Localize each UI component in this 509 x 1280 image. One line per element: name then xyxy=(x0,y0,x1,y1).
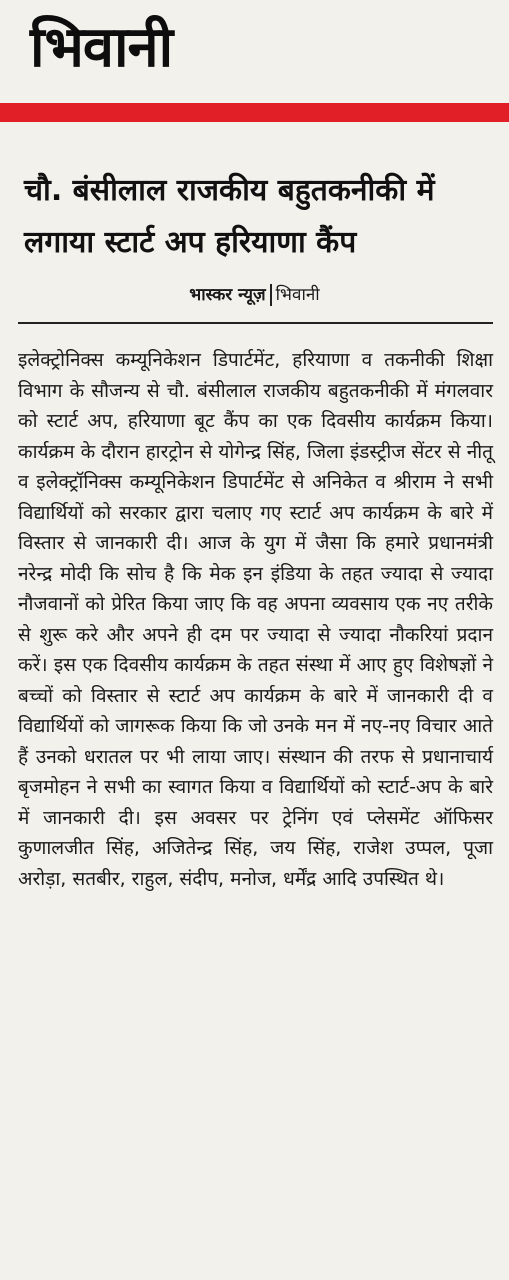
byline-city: भिवानी xyxy=(275,285,320,305)
article-body: इलेक्ट्रोनिक्स कम्यूनिकेशन डिपार्टमेंट, हरियाणा व तकनीकी शिक्षा विभाग के सौजन्य से चौ. बंसीलाल राजकीय बहुतकनीकी में मंगलवार को स्टार्ट अप, हरियाणा बूट कैंप का एक दिवसीय कार्यक्रम किया। कार्यक्रम के दौरान हारट्रोन से योगेन्द्र सिंह, जिला इंडस्ट्रीज सेंटर से नीतू व इलेक्ट्रॉनिक्स कम्यूनिकेशन डिपार्टमेंट से अनिकेत व श्रीराम ने सभी विद्यार्थियों को सरकार द्वारा चलाए गए स्टार्ट अप कार्यक्रम के बारे में विस्तार से जानकारी दी। आज के युग में जैसा कि हमारे प्रधानमंत्री नरेन्द्र मोदी कि सोच है कि मेक इन इंडिया के तहत ज्यादा से ज्यादा नौजवानों को प्रेरित किया जाए कि वह अपना व्यवसाय एक नए तरीके से शुरू करे और अपने ही दम पर ज्यादा से ज्यादा नौकरियां प्रदान करें। इस एक दिवसीय कार्यक्रम के तहत संस्था में आए हुए विशेषज्ञों ने बच्चों को विस्तार से स्टार्ट अप कार्यक्रम के बारे में जानकारी दी व विद्यार्थियों को जागरूक किया कि जो उनके मन में नए-नए विचार आते हैं उनको धरातल पर भी लाया जाए। संस्थान की तरफ से प्रधानाचार्य बृजमोहन ने सभी का स्वागत किया व विद्यार्थियों को स्टार्ट-अप के बारे में जानकारी दी। इस अवसर पर ट्रेनिंग एवं प्लेसमेंट ऑफिसर कुणालजीत सिंह, अजितेन्द्र सिंह, जय सिंह, राजेश उप्पल, पूजा अरोड़ा, सतबीर, राहुल, संदीप, मनोज, धर्मेंद्र आदि उपस्थित थे। xyxy=(18,349,493,890)
byline-separator xyxy=(270,284,272,306)
section-masthead: भिवानी xyxy=(30,15,173,80)
byline-source: भास्कर न्यूज़ xyxy=(189,285,266,305)
byline xyxy=(0,282,509,308)
body-top-rule xyxy=(18,322,493,324)
article-headline: चौ. बंसीलाल राजकीय बहुतकनीकी में लगाया स्टार्ट अप हरियाणा कैंप xyxy=(24,173,435,260)
masthead-red-rule xyxy=(0,103,509,122)
